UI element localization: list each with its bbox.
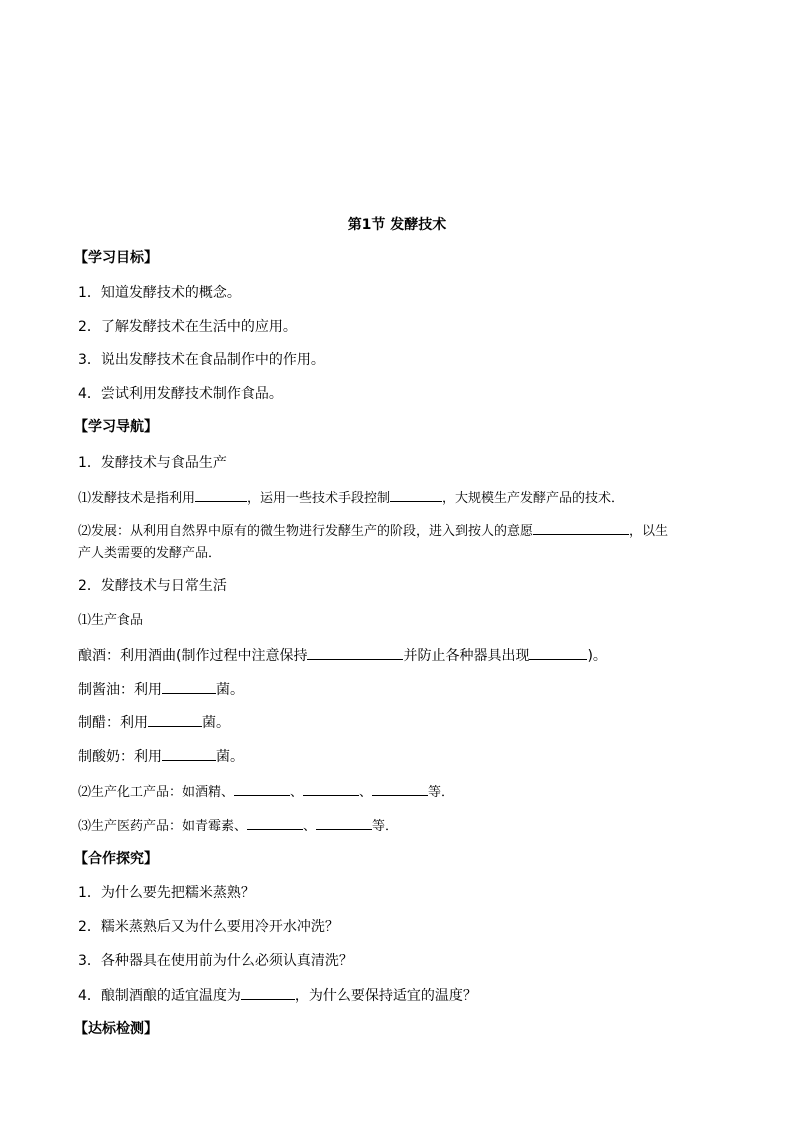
- guide-item-1b: [78, 521, 668, 541]
- fill-blank[interactable]: [241, 986, 295, 1000]
- text-segment: 、: [303, 819, 317, 834]
- vinegar-line: [78, 713, 230, 732]
- text-segment: 并防止各种器具出现: [403, 648, 530, 664]
- text-segment: 菌。: [216, 682, 244, 698]
- question-2: 2．糯米蒸熟后又为什么要用冷开水冲洗？: [78, 919, 339, 935]
- guide-item-2-title: 2．发酵技术与日常生活: [78, 578, 227, 594]
- fill-blank[interactable]: [162, 747, 216, 761]
- text-segment: ⑴发酵技术是指利用: [78, 491, 196, 506]
- text-segment: 4．酿制酒酿的适宜温度为: [78, 988, 241, 1004]
- text-segment: ，为什么要保持适宜的温度？: [294, 988, 477, 1004]
- question-3: 3．各种器具在使用前为什么必须认真清洗？: [78, 953, 353, 969]
- yogurt-line: [78, 747, 244, 766]
- text-segment: )。: [587, 648, 607, 664]
- fill-blank[interactable]: [372, 782, 428, 796]
- question-1: 1．为什么要先把糯米蒸熟？: [78, 885, 255, 901]
- fill-blank[interactable]: [533, 521, 629, 535]
- fill-blank[interactable]: [148, 713, 202, 727]
- text-segment: 制醋：利用: [78, 715, 148, 731]
- soy-line: [78, 680, 244, 699]
- text-segment: 菌。: [202, 715, 230, 731]
- text-segment: 等．: [372, 819, 399, 834]
- wine-line: [78, 646, 607, 665]
- guide-item-1b-cont: 产人类需要的发酵产品．: [78, 546, 222, 561]
- goal-item-4: 4．尝试利用发酵技术制作食品。: [78, 386, 283, 402]
- question-4: [78, 986, 477, 1005]
- text-segment: ，运用一些技术手段控制: [247, 491, 391, 506]
- text-segment: 、: [290, 785, 304, 800]
- text-segment: 酿酒：利用酒曲(制作过程中注意保持: [78, 648, 308, 664]
- section-heading-test: 【达标检测】: [74, 1021, 158, 1037]
- text-segment: 、: [359, 785, 373, 800]
- chemical-line: [78, 782, 454, 802]
- fill-blank[interactable]: [247, 816, 303, 830]
- fill-blank[interactable]: [390, 488, 442, 502]
- page-title: 第1节 发酵技术: [347, 217, 447, 233]
- fill-blank[interactable]: [195, 488, 247, 502]
- text-segment: 菌。: [216, 749, 244, 765]
- fill-blank[interactable]: [307, 646, 403, 660]
- text-segment: ⑶生产医药产品：如青霉素、: [78, 819, 248, 834]
- guide-item-2-sub1: ⑴生产食品: [78, 613, 144, 628]
- goal-item-2: 2．了解发酵技术在生活中的应用。: [78, 319, 297, 335]
- fill-blank[interactable]: [303, 782, 359, 796]
- text-segment: ，大规模生产发酵产品的技术．: [442, 491, 625, 506]
- section-heading-explore: 【合作探究】: [74, 851, 158, 867]
- text-segment: 制酸奶：利用: [78, 749, 162, 765]
- fill-blank[interactable]: [162, 680, 216, 694]
- text-segment: ，以生: [629, 524, 669, 539]
- goal-item-1: 1．知道发酵技术的概念。: [78, 285, 241, 301]
- text-segment: 制酱油：利用: [78, 682, 162, 698]
- fill-blank[interactable]: [529, 646, 587, 660]
- goal-item-3: 3．说出发酵技术在食品制作中的作用。: [78, 352, 325, 368]
- text-segment: ⑵生产化工产品：如酒精、: [78, 785, 235, 800]
- guide-item-1-title: 1．发酵技术与食品生产: [78, 455, 227, 471]
- text-segment: 等．: [428, 785, 455, 800]
- section-heading-guide: 【学习导航】: [74, 419, 158, 435]
- fill-blank[interactable]: [316, 816, 372, 830]
- section-heading-goals: 【学习目标】: [74, 250, 158, 266]
- text-segment: ⑵发展：从利用自然界中原有的微生物进行发酵生产的阶段，进入到按人的意愿: [78, 524, 534, 539]
- guide-item-1a: [78, 488, 624, 508]
- medicine-line: [78, 816, 398, 836]
- fill-blank[interactable]: [234, 782, 290, 796]
